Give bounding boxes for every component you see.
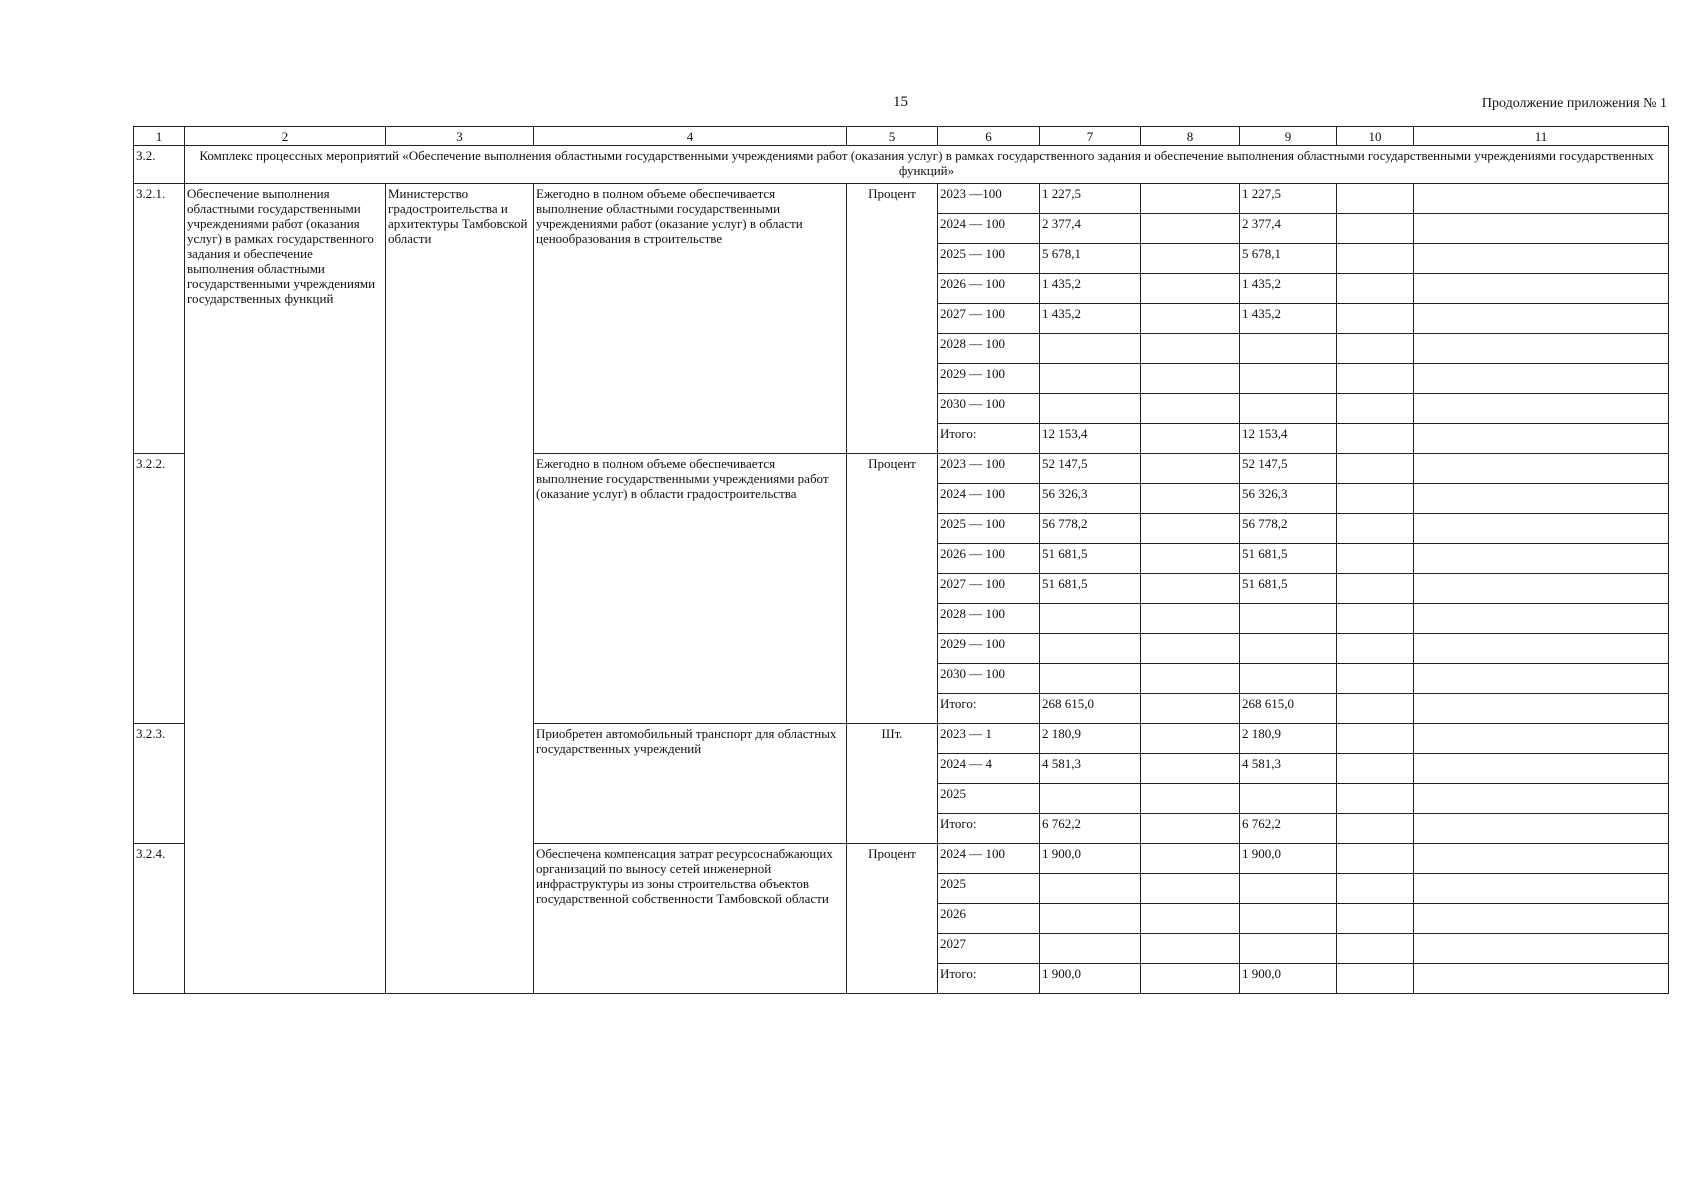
col9-cell: 51 681,5	[1240, 544, 1337, 574]
col10-cell	[1337, 964, 1414, 994]
year-target-cell: 2023 — 1	[938, 724, 1040, 754]
col-header-11: 11	[1414, 127, 1669, 146]
page-number: 15	[893, 94, 908, 110]
col9-cell: 51 681,5	[1240, 574, 1337, 604]
col9-cell	[1240, 904, 1337, 934]
col11-cell	[1414, 754, 1669, 784]
col7-cell	[1040, 904, 1141, 934]
col9-cell	[1240, 334, 1337, 364]
col9-cell: 12 153,4	[1240, 424, 1337, 454]
col11-cell	[1414, 454, 1669, 484]
col9-cell	[1240, 874, 1337, 904]
col10-cell	[1337, 184, 1414, 214]
year-target-cell: 2025 — 100	[938, 244, 1040, 274]
col9-cell	[1240, 364, 1337, 394]
col-header-8: 8	[1141, 127, 1240, 146]
col8-cell	[1141, 784, 1240, 814]
col8-cell	[1141, 394, 1240, 424]
col8-cell	[1141, 904, 1240, 934]
col11-cell	[1414, 694, 1669, 724]
subitem-code: 3.2.4.	[134, 844, 185, 994]
subitem-code: 3.2.3.	[134, 724, 185, 844]
col-header-3: 3	[386, 127, 534, 146]
col7-cell: 1 900,0	[1040, 844, 1141, 874]
col10-cell	[1337, 814, 1414, 844]
col10-cell	[1337, 604, 1414, 634]
col7-cell: 52 147,5	[1040, 454, 1141, 484]
year-target-cell: 2028 — 100	[938, 604, 1040, 634]
col-header-10: 10	[1337, 127, 1414, 146]
col8-cell	[1141, 814, 1240, 844]
subitem-result: Приобретен автомобильный транспорт для областных государственных учреждений	[534, 724, 847, 844]
col10-cell	[1337, 724, 1414, 754]
col8-cell	[1141, 634, 1240, 664]
year-target-cell: Итого:	[938, 814, 1040, 844]
col10-cell	[1337, 274, 1414, 304]
col10-cell	[1337, 364, 1414, 394]
subitem-code: 3.2.2.	[134, 454, 185, 724]
col9-cell	[1240, 784, 1337, 814]
col10-cell	[1337, 484, 1414, 514]
col10-cell	[1337, 784, 1414, 814]
year-target-cell: 2030 — 100	[938, 394, 1040, 424]
year-target-cell: 2027 — 100	[938, 304, 1040, 334]
col-header-9: 9	[1240, 127, 1337, 146]
col7-cell: 5 678,1	[1040, 244, 1141, 274]
year-target-cell: 2025 — 100	[938, 514, 1040, 544]
col9-cell: 4 581,3	[1240, 754, 1337, 784]
year-target-cell: 2025	[938, 874, 1040, 904]
col-header-6: 6	[938, 127, 1040, 146]
col8-cell	[1141, 964, 1240, 994]
col8-cell	[1141, 544, 1240, 574]
col10-cell	[1337, 634, 1414, 664]
program-table	[133, 126, 1669, 994]
col7-cell: 4 581,3	[1040, 754, 1141, 784]
col8-cell	[1141, 454, 1240, 484]
col10-cell	[1337, 934, 1414, 964]
col9-cell: 56 326,3	[1240, 484, 1337, 514]
col10-cell	[1337, 454, 1414, 484]
year-target-cell: Итого:	[938, 964, 1040, 994]
year-target-cell: 2023 — 100	[938, 454, 1040, 484]
year-target-cell: 2026	[938, 904, 1040, 934]
col10-cell	[1337, 514, 1414, 544]
col11-cell	[1414, 304, 1669, 334]
year-target-cell: 2030 — 100	[938, 664, 1040, 694]
appendix-note: Продолжение приложения № 1	[1481, 96, 1667, 111]
year-target-cell: 2026 — 100	[938, 274, 1040, 304]
col9-cell: 6 762,2	[1240, 814, 1337, 844]
col-header-4: 4	[534, 127, 847, 146]
col7-cell: 51 681,5	[1040, 574, 1141, 604]
year-target-cell: Итого:	[938, 424, 1040, 454]
col11-cell	[1414, 544, 1669, 574]
col11-cell	[1414, 784, 1669, 814]
col9-cell: 268 615,0	[1240, 694, 1337, 724]
subitem-unit: Процент	[847, 184, 938, 454]
col10-cell	[1337, 394, 1414, 424]
column-number-row	[134, 127, 1669, 146]
col11-cell	[1414, 244, 1669, 274]
col7-cell	[1040, 604, 1141, 634]
col11-cell	[1414, 874, 1669, 904]
col7-cell	[1040, 334, 1141, 364]
section-row	[134, 146, 1669, 184]
section-title: Комплекс процессных мероприятий «Обеспечение выполнения областными государственными учреждениями работ (оказания услуг) в рамках государственного задания и обеспечение выполнения областными государственными учреждениями государственных функций»	[185, 146, 1669, 184]
col10-cell	[1337, 544, 1414, 574]
section-code: 3.2.	[134, 146, 185, 184]
col10-cell	[1337, 214, 1414, 244]
year-target-cell: 2024 — 100	[938, 484, 1040, 514]
col8-cell	[1141, 274, 1240, 304]
col9-cell: 1 227,5	[1240, 184, 1337, 214]
col9-cell	[1240, 664, 1337, 694]
col7-cell: 268 615,0	[1040, 694, 1141, 724]
col10-cell	[1337, 304, 1414, 334]
col11-cell	[1414, 814, 1669, 844]
col11-cell	[1414, 424, 1669, 454]
col9-cell: 56 778,2	[1240, 514, 1337, 544]
col8-cell	[1141, 214, 1240, 244]
col8-cell	[1141, 604, 1240, 634]
subitem-code: 3.2.1.	[134, 184, 185, 454]
col9-cell: 5 678,1	[1240, 244, 1337, 274]
col11-cell	[1414, 514, 1669, 544]
col9-cell: 2 180,9	[1240, 724, 1337, 754]
col9-cell: 1 900,0	[1240, 964, 1337, 994]
col10-cell	[1337, 754, 1414, 784]
col11-cell	[1414, 904, 1669, 934]
col8-cell	[1141, 934, 1240, 964]
subitem-unit: Процент	[847, 454, 938, 724]
col10-cell	[1337, 874, 1414, 904]
col11-cell	[1414, 634, 1669, 664]
col10-cell	[1337, 574, 1414, 604]
col9-cell	[1240, 604, 1337, 634]
year-target-cell: 2027	[938, 934, 1040, 964]
subitem-result: Обеспечена компенсация затрат ресурсоснабжающих организаций по выносу сетей инженерной инфраструктуры из зоны строительства объектов государственной собственности Тамбовской области	[534, 844, 847, 994]
col11-cell	[1414, 844, 1669, 874]
col7-cell	[1040, 934, 1141, 964]
col10-cell	[1337, 694, 1414, 724]
year-target-cell: 2028 — 100	[938, 334, 1040, 364]
col8-cell	[1141, 364, 1240, 394]
year-target-cell: 2024 — 100	[938, 214, 1040, 244]
col-header-2: 2	[185, 127, 386, 146]
table-body	[134, 127, 1669, 994]
subitem-result: Ежегодно в полном объеме обеспечивается выполнение государственными учреждениями работ (оказание услуг) в области градостроительства	[534, 454, 847, 724]
col7-cell	[1040, 364, 1141, 394]
col-header-5: 5	[847, 127, 938, 146]
col10-cell	[1337, 424, 1414, 454]
col7-cell	[1040, 664, 1141, 694]
col9-cell: 52 147,5	[1240, 454, 1337, 484]
year-target-cell: Итого:	[938, 694, 1040, 724]
col8-cell	[1141, 244, 1240, 274]
col9-cell: 2 377,4	[1240, 214, 1337, 244]
col7-cell: 56 326,3	[1040, 484, 1141, 514]
col11-cell	[1414, 604, 1669, 634]
col7-cell: 51 681,5	[1040, 544, 1141, 574]
col7-cell: 2 180,9	[1040, 724, 1141, 754]
col7-cell: 6 762,2	[1040, 814, 1141, 844]
col11-cell	[1414, 574, 1669, 604]
col9-cell	[1240, 934, 1337, 964]
col7-cell	[1040, 394, 1141, 424]
year-target-cell: 2024 — 100	[938, 844, 1040, 874]
col9-cell: 1 435,2	[1240, 274, 1337, 304]
col8-cell	[1141, 724, 1240, 754]
col9-cell: 1 900,0	[1240, 844, 1337, 874]
col8-cell	[1141, 694, 1240, 724]
col7-cell: 1 435,2	[1040, 304, 1141, 334]
col8-cell	[1141, 574, 1240, 604]
col8-cell	[1141, 334, 1240, 364]
measure-name: Обеспечение выполнения областными государственными учреждениями работ (оказания услуг) в рамках государственного задания и обеспечение выполнения областными государственными учреждениями государственных функций	[185, 184, 386, 994]
col8-cell	[1141, 424, 1240, 454]
col7-cell: 1 227,5	[1040, 184, 1141, 214]
col11-cell	[1414, 964, 1669, 994]
col9-cell: 1 435,2	[1240, 304, 1337, 334]
col8-cell	[1141, 844, 1240, 874]
col9-cell	[1240, 394, 1337, 424]
col11-cell	[1414, 934, 1669, 964]
col7-cell: 12 153,4	[1040, 424, 1141, 454]
col7-cell: 1 900,0	[1040, 964, 1141, 994]
col8-cell	[1141, 664, 1240, 694]
col7-cell: 2 377,4	[1040, 214, 1141, 244]
col10-cell	[1337, 844, 1414, 874]
table-row	[134, 184, 1669, 214]
col11-cell	[1414, 364, 1669, 394]
col8-cell	[1141, 484, 1240, 514]
col10-cell	[1337, 244, 1414, 274]
year-target-cell: 2029 — 100	[938, 364, 1040, 394]
col7-cell	[1040, 784, 1141, 814]
subitem-unit: Шт.	[847, 724, 938, 844]
year-target-cell: 2023 —100	[938, 184, 1040, 214]
col8-cell	[1141, 304, 1240, 334]
col8-cell	[1141, 514, 1240, 544]
col11-cell	[1414, 484, 1669, 514]
subitem-unit: Процент	[847, 844, 938, 994]
year-target-cell: 2026 — 100	[938, 544, 1040, 574]
col10-cell	[1337, 334, 1414, 364]
year-target-cell: 2024 — 4	[938, 754, 1040, 784]
col8-cell	[1141, 874, 1240, 904]
col8-cell	[1141, 184, 1240, 214]
year-target-cell: 2029 — 100	[938, 634, 1040, 664]
year-target-cell: 2025	[938, 784, 1040, 814]
col11-cell	[1414, 274, 1669, 304]
col7-cell: 56 778,2	[1040, 514, 1141, 544]
col10-cell	[1337, 664, 1414, 694]
col-header-7: 7	[1040, 127, 1141, 146]
col7-cell	[1040, 874, 1141, 904]
col11-cell	[1414, 184, 1669, 214]
col11-cell	[1414, 664, 1669, 694]
col7-cell	[1040, 634, 1141, 664]
year-target-cell: 2027 — 100	[938, 574, 1040, 604]
col11-cell	[1414, 334, 1669, 364]
subitem-result: Ежегодно в полном объеме обеспечивается выполнение областными государственными учреждениями работ (оказание услуг) в области ценообразования в строительстве	[534, 184, 847, 454]
col8-cell	[1141, 754, 1240, 784]
col11-cell	[1414, 214, 1669, 244]
col11-cell	[1414, 724, 1669, 754]
measure-executor: Министерство градостроительства и архитектуры Тамбовской области	[386, 184, 534, 994]
col9-cell	[1240, 634, 1337, 664]
col10-cell	[1337, 904, 1414, 934]
col11-cell	[1414, 394, 1669, 424]
col7-cell: 1 435,2	[1040, 274, 1141, 304]
col-header-1: 1	[134, 127, 185, 146]
